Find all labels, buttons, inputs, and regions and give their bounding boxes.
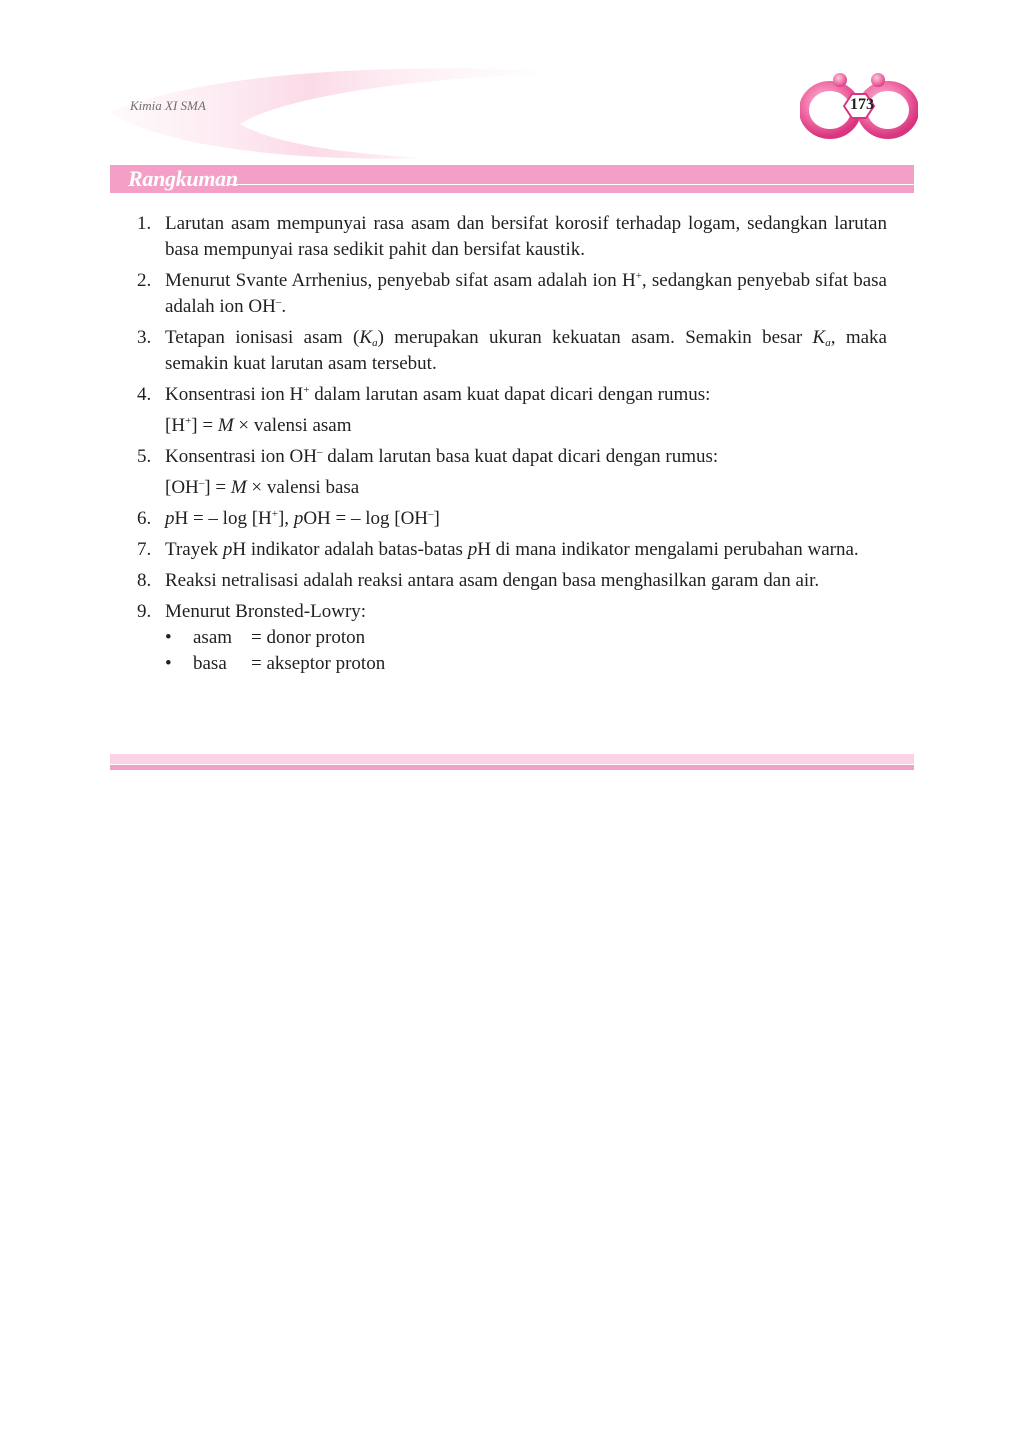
item-text: dalam larutan asam kuat dapat dicari dengan rumus: xyxy=(309,384,711,405)
item-text: Menurut Svante Arrhenius, penyebab sifat asam adalah ion H xyxy=(165,270,636,291)
section-title-rule xyxy=(230,184,914,185)
item-number: 3. xyxy=(137,327,152,348)
item-number: 9. xyxy=(137,601,152,622)
superscript: – xyxy=(316,446,323,458)
bullet-term: basa xyxy=(193,653,227,674)
italic-symbol: M xyxy=(217,415,234,436)
item-text: OH = – log [OH xyxy=(303,508,429,529)
item-text: ] xyxy=(433,508,440,529)
book-title: Kimia XI SMA xyxy=(130,98,206,113)
bottom-band-light xyxy=(110,754,914,764)
superscript: – xyxy=(428,508,434,520)
list-item xyxy=(137,444,887,501)
list-item xyxy=(137,268,887,320)
formula-text: ] = xyxy=(191,415,218,436)
italic-symbol: p xyxy=(222,539,233,560)
superscript: + xyxy=(635,270,642,282)
list-item xyxy=(137,211,887,263)
item-number: 6. xyxy=(137,508,152,529)
formula xyxy=(165,475,887,501)
subscript: a xyxy=(825,337,831,349)
item-text: Konsentrasi ion H xyxy=(165,384,304,405)
bullet-icon: • xyxy=(165,627,172,648)
bottom-band-dark xyxy=(110,765,914,770)
italic-symbol: M xyxy=(230,477,247,498)
bullet-term: asam xyxy=(193,627,233,648)
formula-text: [OH xyxy=(165,477,199,498)
item-number: 2. xyxy=(137,270,152,291)
item-number: 7. xyxy=(137,539,152,560)
formula-text: × valensi basa xyxy=(246,477,360,498)
item-text: Konsentrasi ion OH xyxy=(165,446,317,467)
item-text: Menurut Bronsted-Lowry: xyxy=(165,601,367,622)
summary-list xyxy=(137,211,887,682)
item-text: dalam larutan basa kuat dapat dicari dengan rumus: xyxy=(322,446,719,467)
superscript: – xyxy=(198,477,205,489)
bullet-item xyxy=(165,625,887,651)
item-text: Larutan asam mempunyai rasa asam dan bersifat korosif terhadap logam, sedangkan larutan basa mempunyai rasa sedikit pahit dan bersifat kaustik. xyxy=(165,213,887,260)
item-text: H = – log [H xyxy=(174,508,272,529)
item-text: , sedangkan penyebab sifat basa adalah ion OH xyxy=(165,270,887,317)
item-text: ], xyxy=(277,508,294,529)
list-item xyxy=(137,325,887,377)
superscript: + xyxy=(303,384,310,396)
item-text: H indikator adalah batas-batas xyxy=(232,539,468,560)
italic-symbol: p xyxy=(293,508,304,529)
item-text: ) merupakan ukuran kekuatan asam. Semakin besar xyxy=(377,327,813,348)
item-text: Tetapan ionisasi asam ( xyxy=(165,327,360,348)
item-text: H di mana indikator mengalami perubahan warna. xyxy=(477,539,859,560)
list-item xyxy=(137,382,887,439)
item-text: Trayek xyxy=(165,539,223,560)
item-number: 5. xyxy=(137,446,152,467)
superscript: – xyxy=(275,296,282,308)
item-number: 1. xyxy=(137,213,152,234)
subscript: a xyxy=(372,337,378,349)
bullet-definition: = donor proton xyxy=(251,627,366,648)
italic-symbol: K xyxy=(359,327,373,348)
formula-text: [H xyxy=(165,415,186,436)
section-title: Rangkuman xyxy=(128,166,238,191)
formula-text: × valensi asam xyxy=(233,415,352,436)
item-text: . xyxy=(281,296,287,317)
list-item xyxy=(137,537,887,563)
section-title-bar xyxy=(110,165,914,193)
item-number: 8. xyxy=(137,570,152,591)
bullet-icon: • xyxy=(165,653,172,674)
list-item xyxy=(137,506,887,532)
item-number: 4. xyxy=(137,384,152,405)
bullet-item xyxy=(165,651,887,677)
item-text: Reaksi netralisasi adalah reaksi antara asam dengan basa menghasilkan garam dan air. xyxy=(165,570,820,591)
italic-symbol: p xyxy=(467,539,478,560)
page-number: 173 xyxy=(850,96,874,113)
item-text: , maka semakin kuat larutan asam tersebut. xyxy=(165,327,887,374)
italic-symbol: K xyxy=(812,327,826,348)
header-swoosh-decoration xyxy=(100,62,620,172)
formula-text: ] = xyxy=(204,477,231,498)
list-item xyxy=(137,599,887,677)
italic-symbol: p xyxy=(165,508,175,529)
superscript: + xyxy=(271,508,278,520)
bullet-definition: = akseptor proton xyxy=(251,653,386,674)
formula xyxy=(165,413,887,439)
superscript: + xyxy=(185,415,192,427)
list-item xyxy=(137,568,887,594)
